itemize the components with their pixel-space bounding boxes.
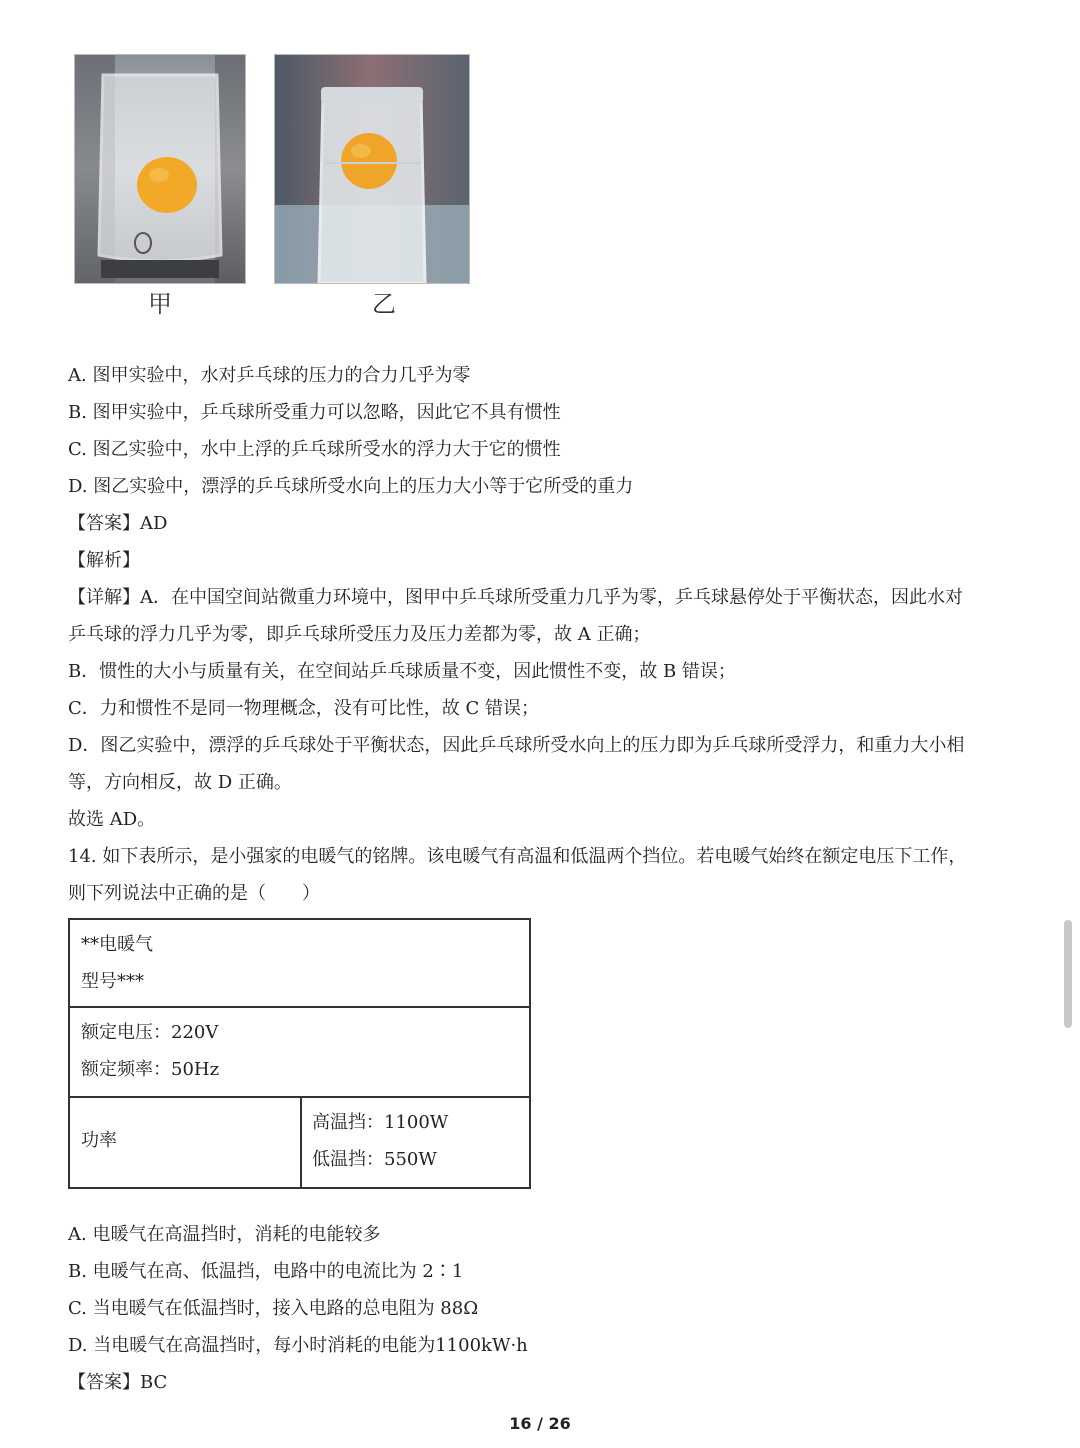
q13-detail-line-3: B．惯性的大小与质量有关，在空间站乒乓球质量不变，因此惯性不变，故 B 错误； — [68, 661, 736, 682]
table-row-rating — [70, 1008, 529, 1098]
table-column-divider — [300, 1098, 302, 1187]
q13-detail-line-6: 等，方向相反，故 D 正确。 — [68, 772, 292, 793]
q13-option-a: A. 图甲实验中，水对乒乓球的压力的合力几乎为零 — [68, 365, 471, 386]
figure-yi-caption: 乙 — [372, 290, 396, 318]
low-gear-power: 低温挡：550W — [312, 1149, 437, 1170]
q14-option-d: D. 当电暖气在高温挡时，每小时消耗的电能为1100kW·h — [68, 1335, 528, 1356]
figure-yi-photo — [274, 54, 470, 284]
page-number: 16 / 26 — [509, 1414, 571, 1433]
q13-option-c: C. 图乙实验中，水中上浮的乒乓球所受水的浮力大于它的惯性 — [68, 439, 561, 460]
q13-detail-line-7: 故选 AD。 — [68, 809, 156, 830]
q14-option-c: C. 当电暖气在低温挡时，接入电路的总电阻为 88Ω — [68, 1298, 479, 1319]
q13-answer: 【答案】AD — [68, 513, 168, 534]
high-gear-power: 高温挡：1100W — [312, 1112, 449, 1133]
q13-detail-line-1: 【详解】A．在中国空间站微重力环境中，图甲中乒乓球所受重力几乎为零，乒乓球悬停处于平衡状态，因此水对 — [68, 587, 963, 608]
q13-option-b: B. 图甲实验中，乒乓球所受重力可以忽略，因此它不具有惯性 — [68, 402, 561, 423]
rated-voltage: 额定电压：220V — [81, 1022, 219, 1043]
heater-model: 型号*** — [81, 971, 144, 992]
q14-option-a: A. 电暖气在高温挡时，消耗的电能较多 — [68, 1224, 381, 1245]
heater-name: **电暖气 — [81, 934, 153, 955]
q13-analysis-label: 【解析】 — [68, 550, 140, 571]
figure-jia-photo — [74, 54, 246, 284]
figure-jia-caption: 甲 — [148, 290, 172, 318]
power-label: 功率 — [81, 1130, 117, 1151]
table-row-name — [70, 920, 529, 1008]
q13-detail-line-5: D．图乙实验中，漂浮的乒乓球处于平衡状态，因此乒乓球所受水向上的压力即为乒乓球所受浮力，和重力大小相 — [68, 735, 965, 756]
scrollbar-thumb[interactable] — [1064, 920, 1072, 1028]
nameplate-table — [68, 918, 531, 1189]
q14-answer: 【答案】BC — [68, 1372, 168, 1393]
q14-stem-line-2: 则下列说法中正确的是（ ） — [68, 883, 320, 904]
q14-stem-line-1: 14. 如下表所示，是小强家的电暖气的铭牌。该电暖气有高温和低温两个挡位。若电暖气始终在额定电压下工作， — [68, 846, 967, 867]
q14-option-b: B. 电暖气在高、低温挡，电路中的电流比为 2∶1 — [68, 1261, 464, 1282]
rated-frequency: 额定频率：50Hz — [81, 1059, 220, 1080]
q13-option-d: D. 图乙实验中，漂浮的乒乓球所受水向上的压力大小等于它所受的重力 — [68, 476, 634, 497]
q13-detail-line-4: C．力和惯性不是同一物理概念，没有可比性，故 C 错误； — [68, 698, 539, 719]
q13-detail-line-2: 乒乓球的浮力几乎为零，即乒乓球所受压力及压力差都为零，故 A 正确； — [68, 624, 651, 645]
table-row-power — [70, 1098, 529, 1187]
